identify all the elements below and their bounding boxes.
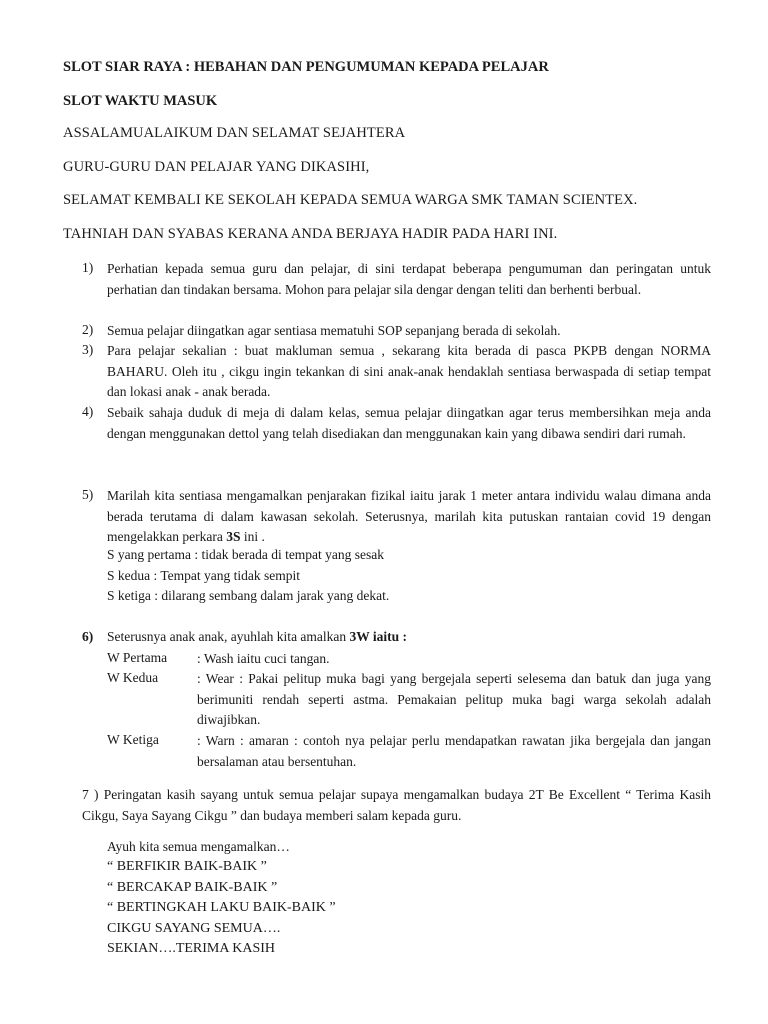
closing-line: CIKGU SAYANG SEMUA….: [107, 921, 281, 936]
closing-line: “ BERCAKAP BAIK-BAIK ”: [107, 880, 278, 895]
w-label: W Pertama: [107, 650, 168, 665]
item-text: Para pelajar sekalian : buat makluman semua , sekarang kita berada di pasca PKPB dengan NORMA BAHARU. Oleh itu , cikgu ingin tekankan di sini anak-anak hendaklah sentiasa berwaspada di setiap tempat dan lokasi anak - anak berada.: [107, 343, 711, 399]
greeting-line: TAHNIAH DAN SYABAS KERANA ANDA BERJAYA HADIR PADA HARI INI.: [63, 226, 558, 242]
s-rule-line: S ketiga : dilarang sembang dalam jarak yang dekat.: [107, 588, 390, 603]
greeting-line: SELAMAT KEMBALI KE SEKOLAH KEPADA SEMUA WARGA SMK TAMAN SCIENTEX.: [63, 192, 638, 208]
w-text: : Warn : amaran : contoh nya pelajar perlu mendapatkan rawatan jika bergejala dan jangan bersalaman atau bersentuhan.: [197, 733, 711, 769]
item-number: 4): [82, 404, 94, 419]
s-rule-line: S yang pertama : tidak berada di tempat yang sesak: [107, 547, 385, 562]
closing-line: “ BERFIKIR BAIK-BAIK ”: [107, 859, 267, 874]
emphasis-3w: 3W iaitu :: [349, 629, 408, 644]
s-rule-line: S kedua : Tempat yang tidak sempit: [107, 568, 301, 583]
item-number: 1): [82, 260, 94, 275]
item-number: 2): [82, 322, 94, 337]
w-text: : Wash iaitu cuci tangan.: [197, 651, 330, 666]
item-text: Marilah kita sentiasa mengamalkan penjarakan fizikal iaitu jarak 1 meter antara individu walau dimana anda berada terutama di dalam kawasan sekolah. Seterusnya, marilah kita putuskan rantaian covid 19 dengan mengelakkan perkara 3S ini .: [107, 488, 711, 544]
greeting-line: GURU-GURU DAN PELAJAR YANG DIKASIHI,: [63, 159, 370, 175]
item-number: 5): [82, 487, 94, 502]
item-number: 3): [82, 342, 94, 357]
item-text: Perhatian kepada semua guru dan pelajar, di sini terdapat beberapa pengumuman dan peringatan untuk perhatian dan tindakan bersama. Mohon para pelajar sila dengar dengan teliti dan berhenti berbual.: [107, 261, 711, 297]
closing-line: Ayuh kita semua mengamalkan…: [107, 839, 290, 854]
item-number: 6): [82, 629, 94, 644]
item-text: Semua pelajar diingatkan agar sentiasa mematuhi SOP sepanjang berada di sekolah.: [107, 323, 561, 338]
list-item: 7 ) Peringatan kasih sayang untuk semua pelajar supaya mengamalkan budaya 2T Be Excellent “ Terima Kasih Cikgu, Saya Sayang Cikgu ” dan budaya memberi salam kepada guru.: [82, 787, 711, 823]
emphasis-3s: 3S: [226, 529, 241, 544]
w-label: W Kedua: [107, 670, 159, 685]
w-label: W Ketiga: [107, 732, 159, 747]
document-title: SLOT SIAR RAYA : HEBAHAN DAN PENGUMUMAN KEPADA PELAJAR: [63, 59, 549, 75]
item-text: Seterusnya anak anak, ayuhlah kita amalkan 3W iaitu :: [107, 629, 408, 644]
slot-subtitle: SLOT WAKTU MASUK: [63, 93, 218, 109]
closing-line: SEKIAN….TERIMA KASIH: [107, 941, 275, 956]
closing-line: “ BERTINGKAH LAKU BAIK-BAIK ”: [107, 900, 336, 915]
greeting-line: ASSALAMUALAIKUM DAN SELAMAT SEJAHTERA: [63, 125, 406, 141]
item-text: Sebaik sahaja duduk di meja di dalam kelas, semua pelajar diingatkan agar terus membersihkan meja anda dengan menggunakan dettol yang telah disediakan dan menggunakan kain yang dibawa sendiri dari rumah.: [107, 405, 711, 441]
w-text: : Wear : Pakai pelitup muka bagi yang bergejala seperti selesema dan batuk dan juga yang berimuniti rendah seperti astma. Pemakaian pelitup muka bagi warga sekolah adalah diwajibkan.: [197, 671, 711, 727]
